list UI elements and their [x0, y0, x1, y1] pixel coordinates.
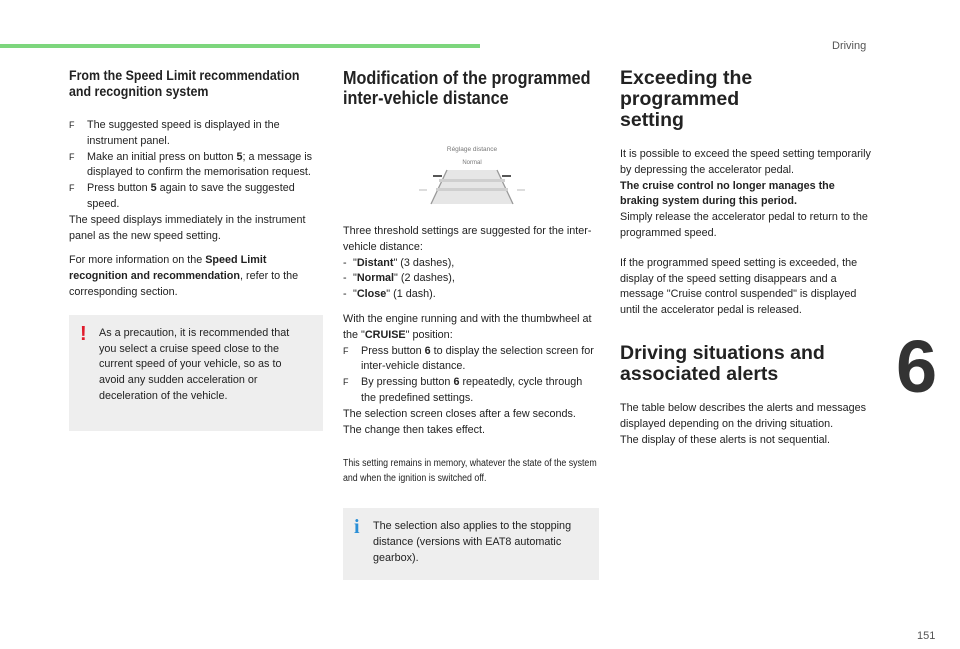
heading-driving-situations: Driving situations and associated alerts	[620, 341, 825, 385]
column-speed-limit	[69, 68, 323, 431]
top-accent-bar	[0, 44, 480, 48]
bullet-press-button-6: F Press button 6 to display the selection screen for inter-vehicle distance.	[343, 344, 594, 373]
screen-closes-text: The selection screen closes after a few seconds.	[343, 407, 576, 420]
change-effect-text: The change then takes effect.	[343, 423, 486, 436]
memory-note: This setting remains in memory, whatever the state of the system and when the ignition is switched off.	[343, 458, 597, 485]
braking-warning-text: The cruise control no longer manages the braking system during this period.	[620, 179, 835, 208]
column-exceeding	[620, 68, 872, 448]
distance-band-icon	[436, 188, 508, 191]
page-number: 151	[917, 630, 936, 642]
release-pedal-text: Simply release the accelerator pedal to return to the programmed speed.	[620, 211, 868, 239]
distance-band-icon	[439, 179, 505, 182]
bullet-suggested-speed: F The suggested speed is displayed in the instrument panel.	[69, 119, 280, 147]
bullet-marker-icon: F	[69, 151, 75, 162]
bullet-press-again: F Press button 5 again to save the suggested speed.	[69, 182, 295, 210]
warning-note: ! As a precaution, it is recommended that you select a cruise speed close to the current speed of your vehicle, so as to avoid any sudden acceleration or deceleration of the vehicle.	[69, 315, 323, 431]
diagram-title: Réglage distance	[446, 146, 498, 153]
heading-inter-vehicle: Modification of the programmed inter-vehicle distance	[343, 68, 591, 108]
info-note: i The selection also applies to the stopping distance (versions with EAT8 automatic gearbox).	[343, 508, 599, 580]
bullet-marker-icon: F	[343, 377, 349, 388]
chapter-number: 6	[896, 325, 938, 408]
column-inter-vehicle	[343, 68, 599, 580]
bullet-marker-icon: F	[69, 120, 75, 130]
exceed-temporarily-text: It is possible to exceed the speed setting temporarily by depressing the accelerator pedal.	[620, 148, 871, 176]
engine-running-text: With the engine running and with the thumbwheel at the "CRUISE" position:	[343, 312, 592, 341]
option-close: - "Close" (1 dash).	[343, 288, 436, 301]
threshold-intro: Three threshold settings are suggested for the inter-vehicle distance:	[343, 225, 592, 253]
info-icon: i	[354, 516, 360, 539]
bullet-marker-icon: F	[343, 345, 349, 356]
alerts-not-sequential: The display of these alerts is not sequential.	[620, 433, 831, 446]
warning-exclamation-icon: !	[80, 322, 87, 345]
distance-setting-diagram	[417, 144, 527, 210]
heading-exceeding: Exceeding the programmed setting	[620, 67, 753, 131]
more-info-text: For more information on the Speed Limit recognition and recommendation, refer to the corresponding section.	[69, 254, 299, 298]
exceeded-setting-text: If the programmed speed setting is exceeded, the display of the speed setting disappears and a message "Cruise control suspended" is displayed until the accelerator pedal is released.	[620, 256, 858, 317]
option-distant: - "Distant" (3 dashes),	[343, 256, 455, 269]
road-surface-icon	[431, 170, 513, 204]
section-header: Driving	[832, 40, 867, 52]
heading-speed-limit: From the Speed Limit recommendation and recognition system	[69, 68, 300, 99]
alerts-table-intro: The table below describes the alerts and messages displayed depending on the driving situation.	[620, 401, 867, 430]
bullet-repeated-press: F By pressing button 6 repeatedly, cycle through the predefined settings.	[343, 376, 583, 404]
bullet-marker-icon: F	[69, 183, 75, 194]
diagram-label: Normal	[462, 160, 482, 166]
speed-display-text: The speed displays immediately in the instrument panel as the new speed setting.	[69, 213, 306, 242]
bullet-initial-press: F Make an initial press on button 5; a message is displayed to confirm the memorisation request.	[69, 150, 313, 179]
option-normal: - "Normal" (2 dashes),	[343, 272, 455, 285]
